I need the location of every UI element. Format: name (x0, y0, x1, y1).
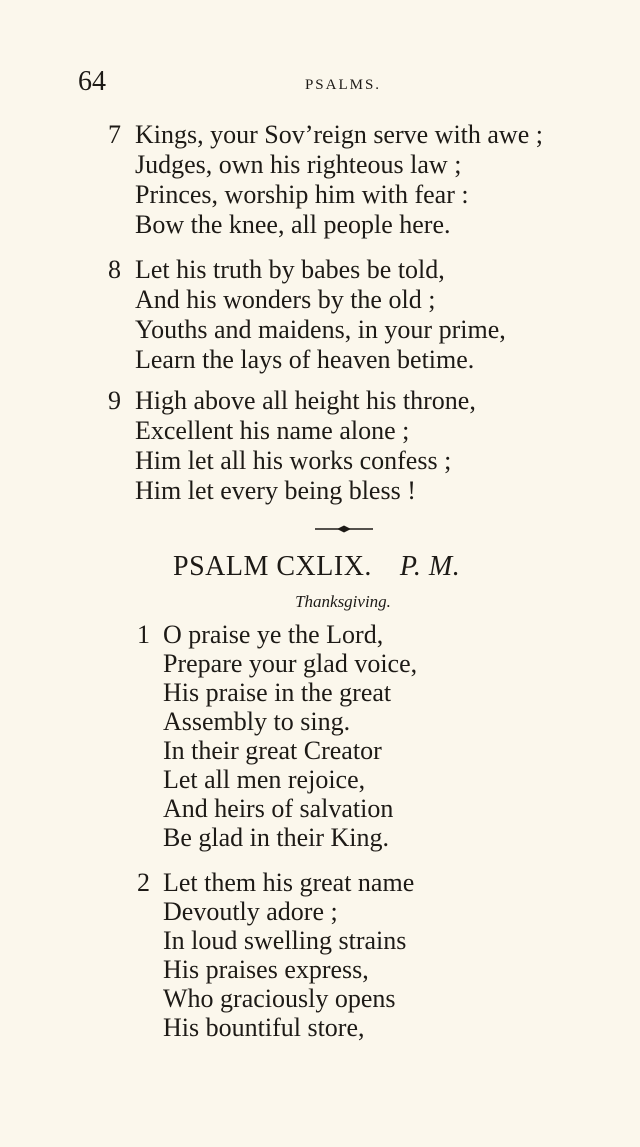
verse-line: Devoutly adore ; (163, 897, 338, 926)
verse-line: Him let all his works confess ; (135, 446, 452, 475)
verse-line: Assembly to sing. (163, 707, 351, 736)
verse-line: And his wonders by the old ; (135, 285, 436, 314)
verse-line: Youths and maidens, in your prime, (135, 315, 506, 344)
verse-number: 9 (108, 386, 121, 415)
verse-line: Him let every being bless ! (135, 476, 416, 505)
verse-line: High above all height his throne, (135, 386, 476, 415)
verse-line: Judges, own his righteous law ; (135, 150, 462, 179)
verse-line: Be glad in their King. (163, 823, 390, 852)
verse-number: 8 (108, 255, 121, 284)
psalm-title (173, 551, 460, 583)
ornament-divider (315, 522, 373, 536)
verse-line: Prepare your glad voice, (163, 649, 418, 678)
verse-line: Bow the knee, all people here. (135, 210, 451, 239)
verse-line: His praise in the great (163, 678, 392, 707)
verse-line: Let his truth by babes be told, (135, 255, 445, 284)
verse-number: 7 (108, 120, 121, 149)
psalm-subtitle: Thanksgiving. (295, 592, 391, 611)
verse-line: Excellent his name alone ; (135, 416, 410, 445)
verse-line: Kings, your Sov’reign serve with awe ; (135, 120, 543, 149)
verse-line: In their great Creator (163, 736, 382, 765)
verse-line: Princes, worship him with fear : (135, 180, 469, 209)
psalm-meter: P. M. (399, 551, 461, 582)
verse-line: Learn the lays of heaven betime. (135, 345, 475, 374)
verse-number: 1 (137, 620, 150, 649)
verse-line: Let them his great name (163, 868, 415, 897)
page-number: 64 (78, 66, 106, 97)
verse-number: 2 (137, 868, 150, 897)
verse-line: His praises express, (163, 955, 369, 984)
psalm-number: PSALM CXLIX. (173, 551, 372, 582)
verse-line: O praise ye the Lord, (163, 620, 384, 649)
verse-line: His bountiful store, (163, 1013, 365, 1042)
verse-line: And heirs of salvation (163, 794, 394, 823)
verse-line: Let all men rejoice, (163, 765, 366, 794)
verse-line: Who graciously opens (163, 984, 396, 1013)
running-head: PSALMS. (304, 77, 382, 93)
verse-line: In loud swelling strains (163, 926, 407, 955)
